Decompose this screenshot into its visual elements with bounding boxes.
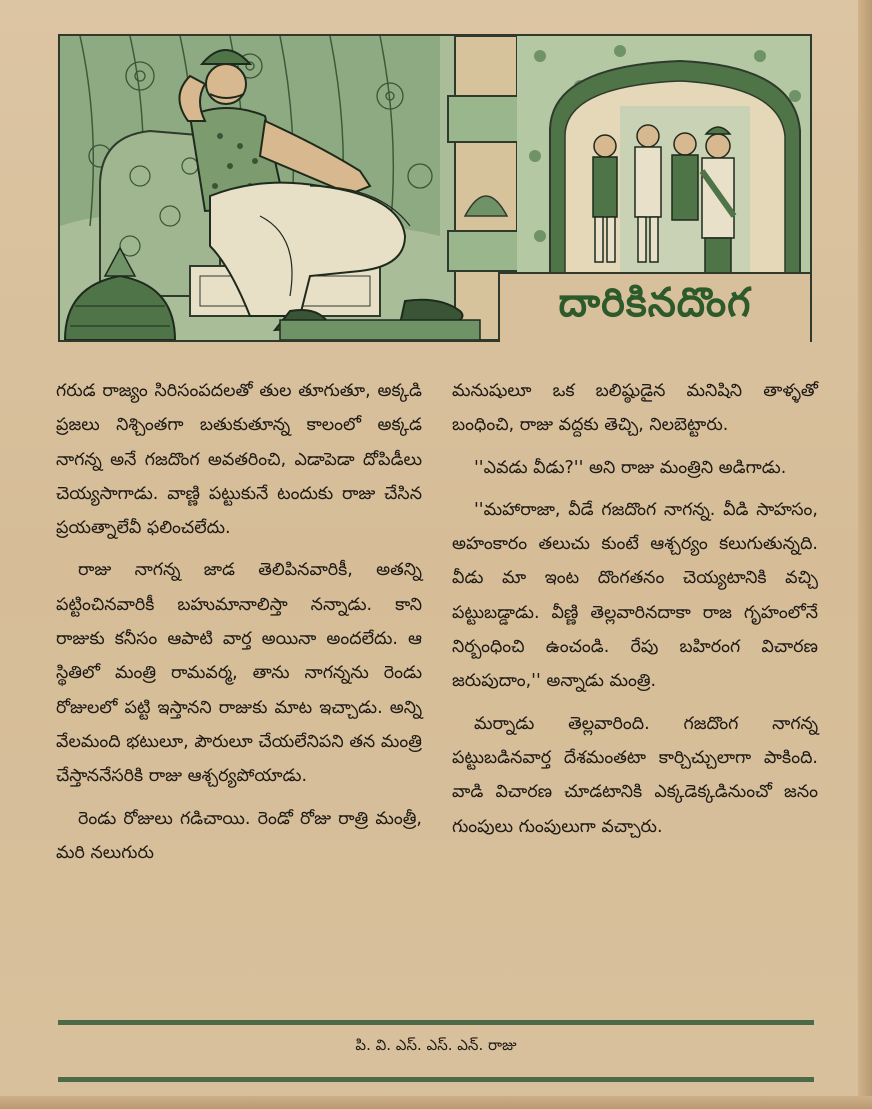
paragraph: రాజు నాగన్న జాడ తెలిపినవారికీ, అతన్ని పట్టించినవారికీ బహుమానాలిస్తా నన్నాడు. కాని రాజుకు కనీసం ఆపాటి వార్త అయినా అందలేదు. ఆ స్థితిలో మంత్రి రామవర్మ, తాను నాగన్నను రెండు రోజులలో పట్టి ఇస్తానని రాజుకు మాట ఇచ్చాడు. అన్ని వేలమంది భటులూ, పౌరులూ చేయలేనిపని తన మంత్రి చేస్తాననేసరికి రాజు ఆశ్చర్యపోయాడు. bbox=[56, 560, 422, 787]
page-edge bbox=[0, 1096, 872, 1109]
story-title: దారికినదొంగ bbox=[498, 272, 810, 342]
paragraph: రెండు రోజులు గడిచాయి. రెండో రోజు రాత్రి మంత్రీ, మరి నలుగురు bbox=[56, 808, 422, 863]
page-edge bbox=[858, 0, 872, 1109]
right-column bbox=[452, 374, 818, 852]
paragraph: ''ఎవడు వీడు?'' అని రాజు మంత్రిని అడిగాడు. bbox=[474, 457, 787, 478]
paragraph: గరుడ రాజ్యం సిరిసంపదలతో తుల తూగుతూ, అక్కడి ప్రజలు నిశ్చింతగా బతుకుతూన్న కాలంలో అక్కడ నాగన్న అనే గజదొంగ అవతరించి, ఎడాపెడా దోపిడీలు చెయ్యసాగాడు. వాణ్ణి పట్టుకునే టందుకు రాజు చేసిన ప్రయత్నాలేవీ ఫలించలేదు. bbox=[56, 381, 422, 539]
divider-rule bbox=[58, 1077, 814, 1082]
paragraph: మర్నాడు తెల్లవారింది. గజదొంగ నాగన్న పట్టుబడినవార్త దేశమంతటా కార్చిచ్చులాగా పాకింది. వాడి విచారణ చూడటానికి ఎక్కడెక్కడినుంచో జనం గుంపులు గుంపులుగా వచ్చారు. bbox=[452, 713, 818, 837]
story-body bbox=[56, 374, 816, 1014]
paragraph: ''మహారాజా, వీడే గజదొంగ నాగన్న. వీడి సాహసం, అహంకారం తలుచు కుంటే ఆశ్చర్యం కలుగుతున్నది. వీడు మా ఇంట దొంగతనం చెయ్యటానికి వచ్చి పట్టుబడ్డాడు. వీణ్ణి తెల్లవారినదాకా రాజ గృహంలోనే నిర్బంధించి ఉంచండి. రేపు బహిరంగ విచారణ జరుపుదాం,'' అన్నాడు మంత్రి. bbox=[452, 499, 818, 692]
left-column bbox=[56, 374, 422, 878]
divider-rule bbox=[58, 1020, 814, 1025]
paragraph: మనుషులూ ఒక బలిష్ఠుడైన మనిషిని తాళ్ళతో బంధించి, రాజు వద్దకు తెచ్చి, నిలబెట్టారు. bbox=[452, 381, 818, 436]
author-byline: పి. వి. ఎస్. ఎస్. ఎన్. రాజు bbox=[355, 1036, 517, 1054]
